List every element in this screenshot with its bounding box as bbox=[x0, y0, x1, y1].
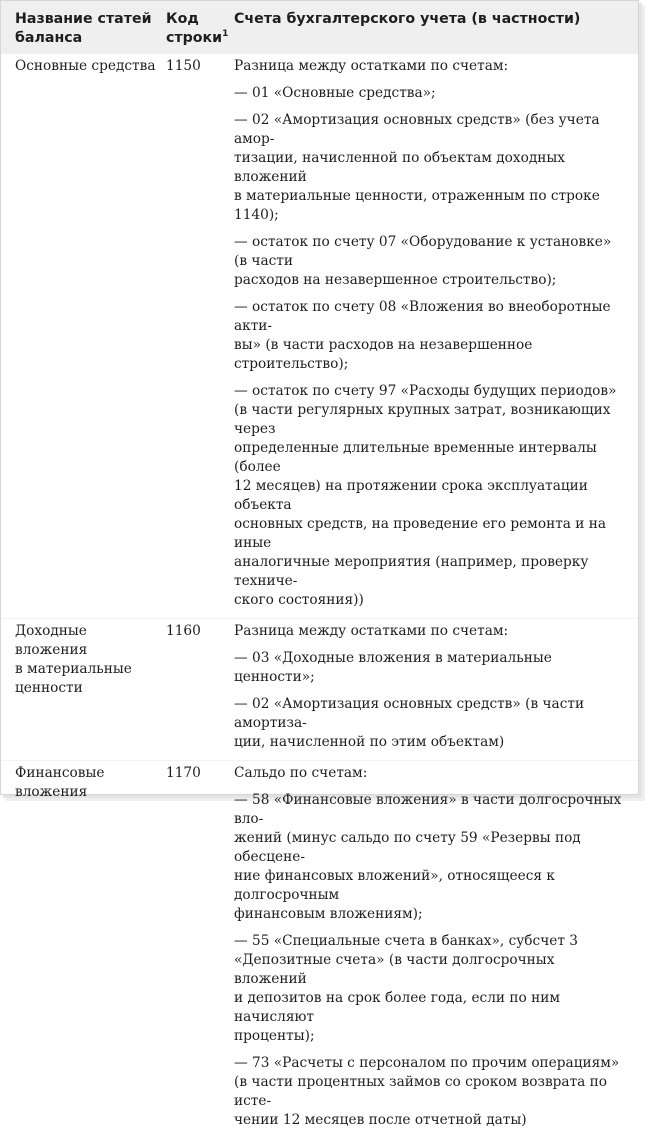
header-item-name: Название статей баланса bbox=[1, 1, 158, 54]
table-row bbox=[1, 619, 638, 761]
balance-item-name: Доходные вложения в материальные ценности bbox=[1, 619, 158, 761]
account-paragraph: — остаток по счету 08 «Вложения во внеоборотные акти- вы» (в части расходов на незавершенное строительство); bbox=[234, 298, 628, 374]
account-paragraph: Разница между остатками по счетам: bbox=[234, 57, 628, 76]
line-code: 1170 bbox=[158, 761, 223, 1138]
line-code: 1150 bbox=[158, 54, 223, 619]
table-header bbox=[1, 1, 638, 54]
table-body bbox=[1, 54, 638, 1138]
accounts-cell bbox=[223, 761, 638, 1138]
account-paragraph: — 55 «Специальные счета в банках», субсчет 3 «Депозитные счета» (в части долгосрочных вложений и депозитов на срок более года, если по ним начисляют проценты); bbox=[234, 932, 628, 1046]
line-code: 1160 bbox=[158, 619, 223, 761]
header-accounts: Счета бухгалтерского учета (в частности) bbox=[223, 1, 638, 54]
account-paragraph: — 73 «Расчеты с персоналом по прочим операциям» (в части процентных займов со сроком возврата по исте- чении 12 месяцев после отчетной даты) bbox=[234, 1054, 628, 1130]
account-paragraph: — 02 «Амортизация основных средств» (в части амортиза- ции, начисленной по этим объектам) bbox=[234, 695, 628, 752]
balance-table bbox=[1, 1, 638, 1138]
table-row bbox=[1, 761, 638, 1138]
account-paragraph: Разница между остатками по счетам: bbox=[234, 622, 628, 641]
footnote-marker: 1 bbox=[222, 29, 228, 39]
account-paragraph: — 58 «Финансовые вложения» в части долгосрочных вло- жений (минус сальдо по счету 59 «Резервы под обесцене- ние финансовых вложений», относящееся к долгосрочным финансовым вложениям); bbox=[234, 791, 628, 924]
header-line-code: Код строки$^1$ bbox=[158, 1, 223, 54]
balance-item-name: Финансовые вложения bbox=[1, 761, 158, 1138]
account-paragraph: — остаток по счету 97 «Расходы будущих периодов» (в части регулярных крупных затрат, возникающих через определенные длительные временные интервалы (более 12 месяцев) на протяжении срока эксплуатации объекта основных средств, на проведение его ремонта и на иные аналогичные мероприятия (например, проверку техниче- ского состояния)) bbox=[234, 382, 628, 610]
balance-item-name: Основные средства bbox=[1, 54, 158, 619]
accounts-cell bbox=[223, 54, 638, 619]
account-paragraph: — 02 «Амортизация основных средств» (без учета амор- тизации, начисленной по объектам доходных вложений в материальные ценности, отраженным по строке 1140); bbox=[234, 111, 628, 225]
account-paragraph: Сальдо по счетам: bbox=[234, 764, 628, 783]
accounts-cell bbox=[223, 619, 638, 761]
table-row bbox=[1, 54, 638, 619]
account-paragraph: — остаток по счету 07 «Оборудование к установке» (в части расходов на незавершенное строительство); bbox=[234, 233, 628, 290]
account-paragraph: — 01 «Основные средства»; bbox=[234, 84, 628, 103]
account-paragraph: — 03 «Доходные вложения в материальные ценности»; bbox=[234, 649, 628, 687]
